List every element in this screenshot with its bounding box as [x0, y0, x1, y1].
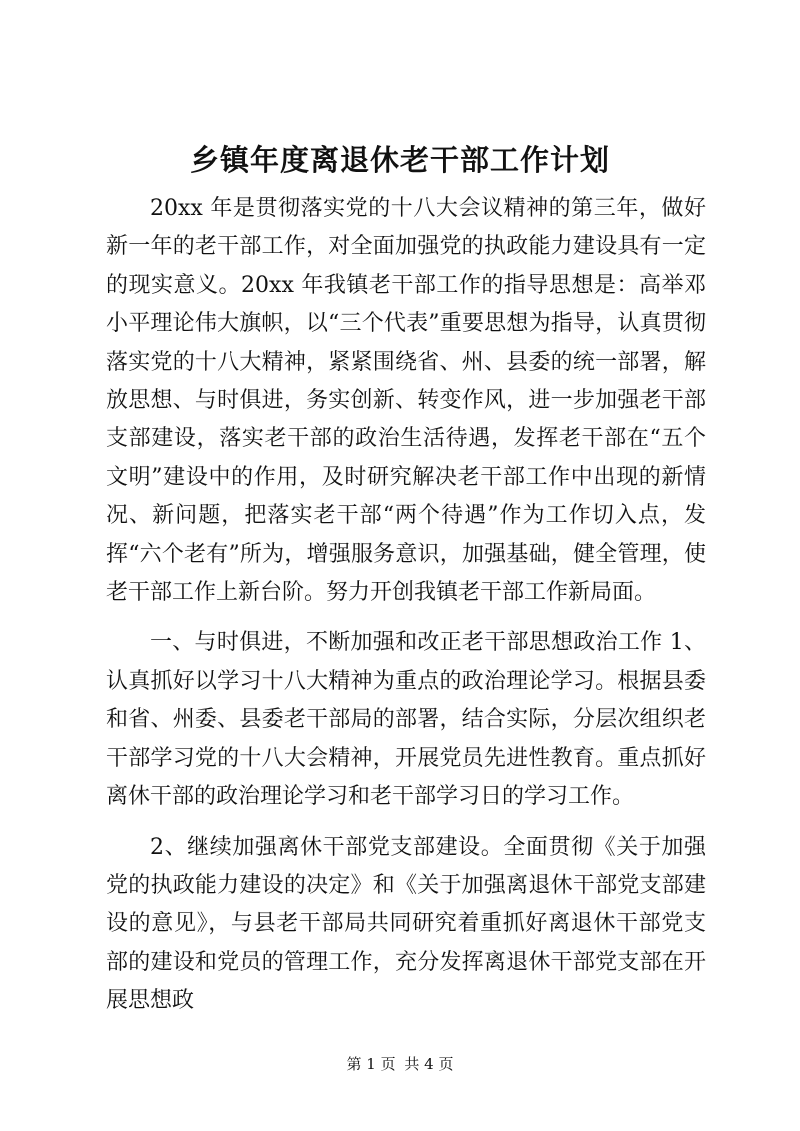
paragraph-section-one: 一、与时俱进，不断加强和改正老干部思想政治工作 1、认真抓好以学习十八大精神为重点的政治理论学习。根据县委和省、州委、县委老干部局的部署，结合实际，分层次组织老干部学习党的十八大会精神，开展党员先进性教育。重点抓好离休干部的政治理论学习和老干部学习日的学习工作。 — [106, 630, 706, 810]
paragraph-intro: 20xx 年是贯彻落实党的十八大会议精神的第三年，做好新一年的老干部工作，对全面加强党的执政能力建设具有一定的现实意义。20xx 年我镇老干部工作的指导思想是：高举邓小平理论伟大旗帜，以“三个代表”重要思想为指导，认真贯彻落实党的十八大精神，紧紧围绕省、州、县委的统一部署，解放思想、与时俱进，务实创新、转变作风，进一步加强老干部支部建设，落实老干部的政治生活待遇，发挥老干部在“五个文明”建设中的作用，及时研究解决老干部工作中出现的新情况、新问题，把落实老干部“两个待遇”作为工作切入点，发挥“六个老有”所为，增强服务意识，加强基础，健全管理，使老干部工作上新台阶。努力开创我镇老干部工作新局面。 — [106, 196, 706, 606]
document-body — [106, 190, 706, 1021]
page-title: 乡镇年度离退休老干部工作计划 — [189, 143, 610, 177]
page-number: 第 1 页 — [346, 1055, 396, 1073]
paragraph-item-two: 2、继续加强离休干部党支部建设。全面贯彻《关于加强党的执政能力建设的决定》和《关于加强离退休干部党支部建设的意见》，与县老干部局共同研究着重抓好离退休干部党支部的建设和党员的管理工作，充分发挥离退休干部党支部在开展思想政 — [106, 834, 706, 1014]
page-footer — [0, 1053, 800, 1075]
page-total: 共 4 页 — [404, 1055, 454, 1073]
